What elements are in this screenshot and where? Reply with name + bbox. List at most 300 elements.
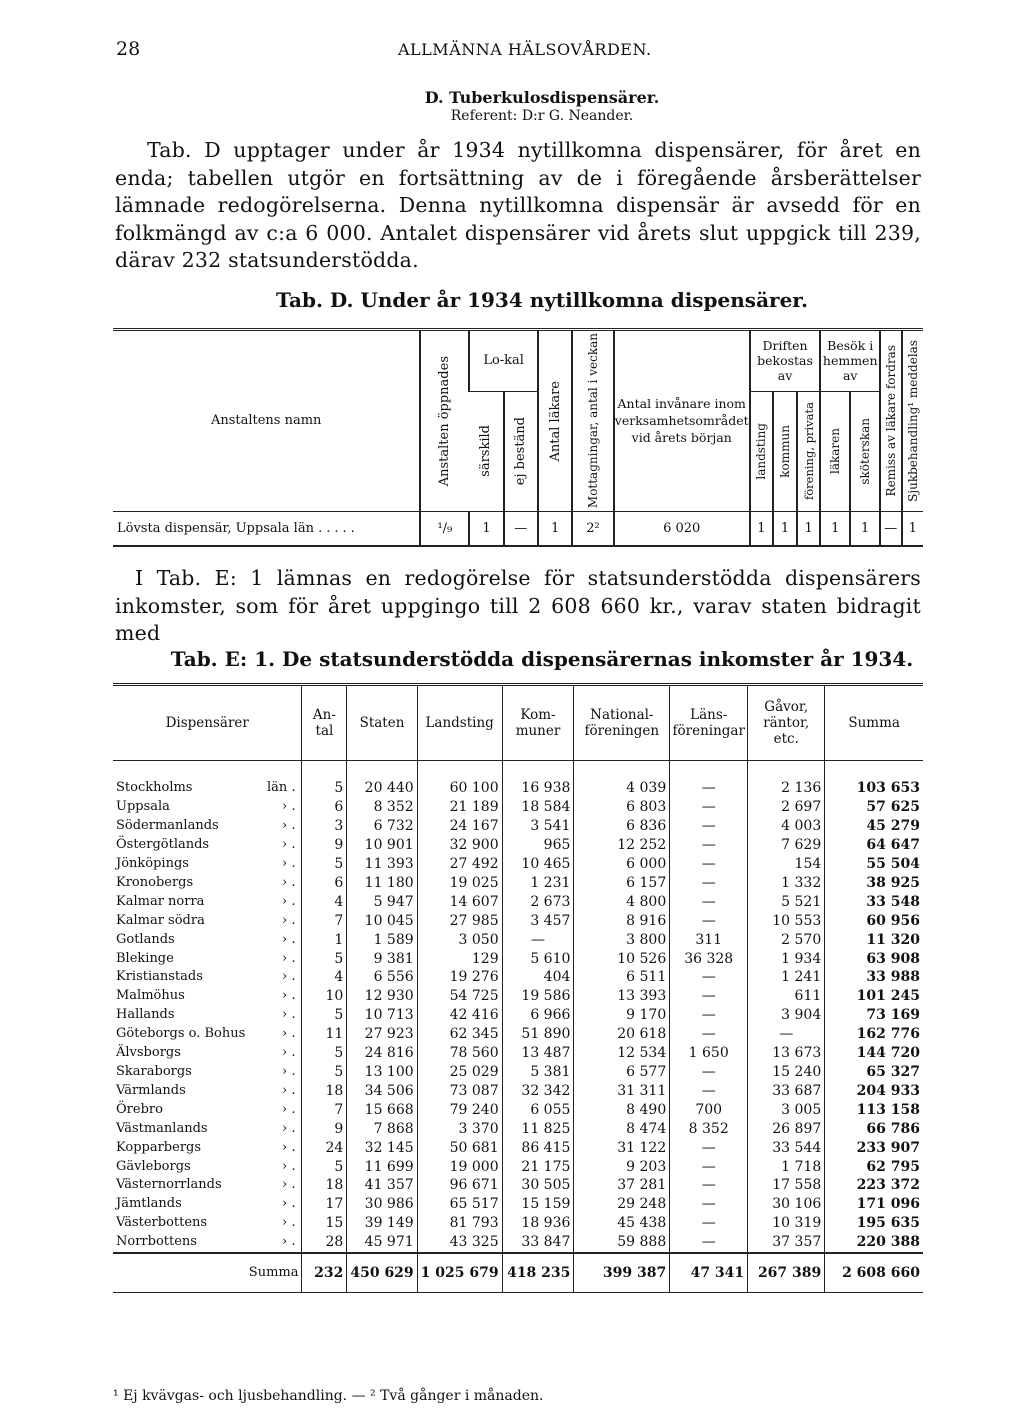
tabE-cell-summa: 63 908 <box>825 950 923 969</box>
tabE-cell-antal: 5 <box>302 1063 347 1082</box>
tabE-cell-gavor: 3 005 <box>748 1101 825 1120</box>
tabD-col-remiss: Remiss av läkare fordras <box>880 331 901 511</box>
tabD-col-lakaren: läkaren <box>820 391 850 511</box>
tabD-title: Tab. D. Under år 1934 nytillkomna dispensärer. <box>276 288 808 312</box>
tabE-cell-national: 4 800 <box>574 893 670 912</box>
tabE-cell-staten: 12 930 <box>347 987 417 1006</box>
tabE-sum-landsting: 1 025 679 <box>417 1253 502 1292</box>
tabE-col-dispensarer: Dispensärer <box>113 686 302 760</box>
tabE-cell-kommuner: 2 673 <box>502 893 574 912</box>
tabE-cell-gavor: 10 319 <box>748 1214 825 1233</box>
tabD-col-ej-bestand: ej beständ <box>504 391 538 511</box>
tabE-cell-summa: 11 320 <box>825 931 923 950</box>
tabE-cell-summa: 38 925 <box>825 874 923 893</box>
tabE-col-landsting: Landsting <box>417 686 502 760</box>
table-row <box>113 1063 923 1082</box>
tabE-cell-landsting: 43 325 <box>417 1233 502 1253</box>
tabE-cell-kommuner: 19 586 <box>502 987 574 1006</box>
tabE-cell-kommuner: 15 159 <box>502 1195 574 1214</box>
tabE-cell-staten: 27 923 <box>347 1025 417 1044</box>
tabE-col-gavor: Gåvor, räntor, etc. <box>748 686 825 760</box>
tabE-cell-national: 9 170 <box>574 1006 670 1025</box>
tabE-cell-summa: 223 372 <box>825 1176 923 1195</box>
tabE-sum-national: 399 387 <box>574 1253 670 1292</box>
tabE-cell-summa: 60 956 <box>825 912 923 931</box>
tabE-cell-summa: 33 988 <box>825 968 923 987</box>
tabE-cell-antal: 5 <box>302 1158 347 1177</box>
tabE-cell-kommuner: 3 541 <box>502 817 574 836</box>
tabE-cell-kommuner: 10 465 <box>502 855 574 874</box>
tabE-col-staten: Staten <box>347 686 417 760</box>
tabE-row-label: Gävleborgs › . <box>116 1158 296 1174</box>
tabE-cell-staten: 15 668 <box>347 1101 417 1120</box>
tabE-cell-antal: 6 <box>302 798 347 817</box>
tabE-cell-staten: 11 393 <box>347 855 417 874</box>
table-row <box>113 968 923 987</box>
tabE-cell-antal: 9 <box>302 1120 347 1139</box>
tabE-cell-gavor: 2 136 <box>748 779 825 798</box>
tabE-cell-antal: 9 <box>302 836 347 855</box>
tabE-cell-national: 6 803 <box>574 798 670 817</box>
tabE-cell-national: 4 039 <box>574 779 670 798</box>
tabE-container <box>113 683 923 1293</box>
tabE-cell-summa: 162 776 <box>825 1025 923 1044</box>
tabE-cell-summa: 103 653 <box>825 779 923 798</box>
tabD-col-invanare: Antal invånare inom verksamhetsområdet vid årets början <box>614 331 750 511</box>
tabE-cell-landsting: 50 681 <box>417 1139 502 1158</box>
tabE-row-label: Örebro › . <box>116 1101 296 1117</box>
tabE-cell-lans: 1 650 <box>670 1044 748 1063</box>
tabE-cell-kommuner: 32 342 <box>502 1082 574 1101</box>
tabE-row-label: Gotlands › . <box>116 931 296 947</box>
tabD-table <box>113 331 923 545</box>
tabE-cell-summa: 55 504 <box>825 855 923 874</box>
tabE-cell-staten: 11 180 <box>347 874 417 893</box>
tabE-cell-national: 59 888 <box>574 1233 670 1253</box>
tabD-row <box>113 511 923 545</box>
tabE-col-summa: Summa <box>825 686 923 760</box>
tabE-cell-lans: — <box>670 1214 748 1233</box>
tabE-sum-kommuner: 418 235 <box>502 1253 574 1292</box>
tabE-cell-kommuner: 21 175 <box>502 1158 574 1177</box>
tabD-row-ej-bestand: — <box>504 511 538 545</box>
table-row <box>113 855 923 874</box>
tabD-col-landsting: landsting <box>750 391 774 511</box>
tabE-row-label: Västernorrlands › . <box>116 1177 296 1193</box>
tabE-cell-kommuner: 6 055 <box>502 1101 574 1120</box>
tabD-col-sjukbeh: Sjukbehandling¹ meddelas <box>902 331 923 511</box>
tabE-cell-summa: 113 158 <box>825 1101 923 1120</box>
tabE-cell-antal: 28 <box>302 1233 347 1253</box>
tabE-cell-staten: 6 732 <box>347 817 417 836</box>
tabE-cell-gavor: 5 521 <box>748 893 825 912</box>
table-row <box>113 1158 923 1177</box>
tabE-cell-lans: — <box>670 1063 748 1082</box>
tabE-cell-lans: — <box>670 1176 748 1195</box>
tabE-cell-staten: 9 381 <box>347 950 417 969</box>
tabE-cell-summa: 73 169 <box>825 1006 923 1025</box>
tabE-cell-landsting: 32 900 <box>417 836 502 855</box>
tabE-cell-antal: 17 <box>302 1195 347 1214</box>
table-row <box>113 1006 923 1025</box>
tabE-cell-gavor: 4 003 <box>748 817 825 836</box>
tabE-cell-gavor: 2 570 <box>748 931 825 950</box>
tabE-cell-antal: 3 <box>302 817 347 836</box>
tabE-cell-lans: — <box>670 987 748 1006</box>
tabD-row-kommun: 1 <box>773 511 797 545</box>
tabE-cell-landsting: 79 240 <box>417 1101 502 1120</box>
tabE-title: Tab. E: 1. De statsunderstödda dispensärernas inkomster år 1934. <box>170 647 914 671</box>
footnote: ¹ Ej kvävgas- och ljusbehandling. — ² Två gånger i månaden. <box>113 1388 544 1404</box>
tabD-row-name: Lövsta dispensär, Uppsala län ..... <box>117 520 359 536</box>
tabE-cell-gavor: 7 629 <box>748 836 825 855</box>
tabE-cell-lans: — <box>670 912 748 931</box>
tabE-cell-staten: 7 868 <box>347 1120 417 1139</box>
tabE-cell-antal: 6 <box>302 874 347 893</box>
tabD-col-opened: Anstalten öppnades <box>420 331 469 511</box>
tabE-cell-antal: 1 <box>302 931 347 950</box>
tabE-cell-lans: — <box>670 817 748 836</box>
tabE-row-label: Hallands › . <box>116 1007 296 1023</box>
tabE-cell-national: 10 526 <box>574 950 670 969</box>
tabE-col-lans: Läns-föreningar <box>670 686 748 760</box>
tabD-col-besok: Besök i hemmen av <box>820 331 880 391</box>
tabE-cell-staten: 6 556 <box>347 968 417 987</box>
tabE-row-label: Södermanlands › . <box>116 818 296 834</box>
tabE-cell-landsting: 25 029 <box>417 1063 502 1082</box>
tabE-cell-lans: 311 <box>670 931 748 950</box>
tabE-row-label: Värmlands › . <box>116 1082 296 1098</box>
tabE-sum-gavor: 267 389 <box>748 1253 825 1292</box>
tabE-row-label: Kalmar norra › . <box>116 893 296 909</box>
tabE-row-label: Kristianstads › . <box>116 969 296 985</box>
page-number: 28 <box>116 38 141 60</box>
tabE-cell-kommuner: 404 <box>502 968 574 987</box>
tabE-cell-gavor: 17 558 <box>748 1176 825 1195</box>
tabE-cell-lans: — <box>670 779 748 798</box>
tabE-cell-staten: 39 149 <box>347 1214 417 1233</box>
tabE-cell-lans: — <box>670 968 748 987</box>
table-row <box>113 931 923 950</box>
tabE-cell-kommuner: 5 381 <box>502 1063 574 1082</box>
table-row <box>113 1120 923 1139</box>
tabD-col-driften: Driften bekostas av <box>750 331 821 391</box>
tabE-cell-gavor: 26 897 <box>748 1120 825 1139</box>
tabE-cell-landsting: 54 725 <box>417 987 502 1006</box>
tabE-cell-gavor: 1 241 <box>748 968 825 987</box>
tabD-col-name: Anstaltens namn <box>210 413 322 429</box>
tabE-cell-landsting: 3 370 <box>417 1120 502 1139</box>
tabE-cell-staten: 5 947 <box>347 893 417 912</box>
tabE-cell-national: 6 000 <box>574 855 670 874</box>
tabE-row-label: Kopparbergs › . <box>116 1139 296 1155</box>
tabE-row-label: Malmöhus › . <box>116 988 296 1004</box>
tabE-cell-landsting: 78 560 <box>417 1044 502 1063</box>
tabD-row-sjukbeh: 1 <box>902 511 923 545</box>
table-row <box>113 1044 923 1063</box>
tabD-row-invanare: 6 020 <box>614 511 750 545</box>
tabE-cell-landsting: 62 345 <box>417 1025 502 1044</box>
tabE-cell-lans: — <box>670 1025 748 1044</box>
tabE-sum-label: Summa <box>113 1253 302 1292</box>
tabE-cell-national: 8 474 <box>574 1120 670 1139</box>
tabE-row-label: Blekinge › . <box>116 950 296 966</box>
table-row <box>113 912 923 931</box>
tabE-cell-national: 31 311 <box>574 1082 670 1101</box>
tabE-cell-gavor: 2 697 <box>748 798 825 817</box>
tabE-row-label: Västmanlands › . <box>116 1120 296 1136</box>
tabE-cell-antal: 5 <box>302 855 347 874</box>
tabE-cell-lans: — <box>670 798 748 817</box>
tabE-cell-landsting: 73 087 <box>417 1082 502 1101</box>
tabE-cell-staten: 10 901 <box>347 836 417 855</box>
tabE-cell-kommuner: 16 938 <box>502 779 574 798</box>
tabE-cell-summa: 66 786 <box>825 1120 923 1139</box>
tabE-cell-national: 6 836 <box>574 817 670 836</box>
tabD-col-sarskild: särskild <box>478 425 494 477</box>
tabE-cell-national: 9 203 <box>574 1158 670 1177</box>
table-row <box>113 779 923 798</box>
tabE-cell-summa: 64 647 <box>825 836 923 855</box>
tabE-cell-gavor: 33 687 <box>748 1082 825 1101</box>
tabE-cell-gavor: 30 106 <box>748 1195 825 1214</box>
tabE-cell-gavor: 13 673 <box>748 1044 825 1063</box>
tabE-cell-lans: — <box>670 1139 748 1158</box>
tabE-cell-summa: 45 279 <box>825 817 923 836</box>
tabE-cell-antal: 5 <box>302 779 347 798</box>
tabE-cell-landsting: 19 025 <box>417 874 502 893</box>
tabE-cell-landsting: 65 517 <box>417 1195 502 1214</box>
tabE-body <box>113 760 923 1292</box>
table-row <box>113 836 923 855</box>
tabE-cell-national: 8 490 <box>574 1101 670 1120</box>
tabD-col-lakare: Antal läkare <box>538 331 572 511</box>
tabE-cell-gavor: 154 <box>748 855 825 874</box>
tabE-cell-national: 8 916 <box>574 912 670 931</box>
table-row <box>113 1139 923 1158</box>
tabE-cell-national: 13 393 <box>574 987 670 1006</box>
tabE-row-label: Skaraborgs › . <box>116 1063 296 1079</box>
tabE-cell-antal: 7 <box>302 1101 347 1120</box>
tabE-cell-antal: 18 <box>302 1176 347 1195</box>
tabE-cell-staten: 32 145 <box>347 1139 417 1158</box>
mid-paragraph: I Tab. E: 1 lämnas en redogörelse för statsunderstödda dispensärers inkomster, som för året uppgingo till 2 608 660 kr., varav staten bidragit med <box>115 566 921 645</box>
tabE-cell-lans: — <box>670 1158 748 1177</box>
tabE-cell-national: 37 281 <box>574 1176 670 1195</box>
tabD-row-opened: ¹/₉ <box>420 511 469 545</box>
tabE-cell-staten: 24 816 <box>347 1044 417 1063</box>
table-row <box>113 987 923 1006</box>
tabE-cell-antal: 7 <box>302 912 347 931</box>
tabE-cell-kommuner: 86 415 <box>502 1139 574 1158</box>
tabD-row-landsting: 1 <box>750 511 774 545</box>
tabE-cell-kommuner: 3 457 <box>502 912 574 931</box>
tabE-cell-kommuner: 965 <box>502 836 574 855</box>
table-row <box>113 1101 923 1120</box>
tabD-col-lokal: Lo-kal <box>469 331 538 391</box>
tabE-row-label: Jämtlands › . <box>116 1196 296 1212</box>
tabE-cell-summa: 233 907 <box>825 1139 923 1158</box>
tabE-cell-kommuner: 18 936 <box>502 1214 574 1233</box>
tabD-row-lakare: 1 <box>538 511 572 545</box>
tabE-cell-landsting: 129 <box>417 950 502 969</box>
tabE-cell-kommuner: 5 610 <box>502 950 574 969</box>
tabE-cell-landsting: 96 671 <box>417 1176 502 1195</box>
tabE-cell-landsting: 24 167 <box>417 817 502 836</box>
tabE-cell-national: 6 511 <box>574 968 670 987</box>
tabE-cell-national: 12 534 <box>574 1044 670 1063</box>
tabE-row-label: Älvsborgs › . <box>116 1045 296 1061</box>
tabD-col-kommun: kommun <box>773 391 797 511</box>
tabE-cell-staten: 45 971 <box>347 1233 417 1253</box>
tabE-row-label: Västerbottens › . <box>116 1215 296 1231</box>
intro-paragraph: Tab. D upptager under år 1934 nytillkomna dispensärer, för året en enda; tabellen utgör en fortsättning av de i föregående årsberättelser lämnade redogörelserna. Denna nytillkomna dispensär är avsedd för en folkmängd av c:a 6 000. Antalet dispensärer vid årets slut uppgick till 239, därav 232 statsunderstödda. <box>115 138 921 272</box>
tabD-row-mottagningar: 2² <box>572 511 614 545</box>
running-title: ALLMÄNNA HÄLSOVÅRDEN. <box>398 40 652 59</box>
tabE-cell-summa: 62 795 <box>825 1158 923 1177</box>
tabE-cell-lans: — <box>670 874 748 893</box>
tabE-cell-national: 6 157 <box>574 874 670 893</box>
tabE-cell-antal: 5 <box>302 1044 347 1063</box>
tabE-row-label: Uppsala › . <box>116 799 296 815</box>
tabE-cell-gavor: 1 718 <box>748 1158 825 1177</box>
tabE-table <box>113 686 923 1292</box>
tabE-cell-national: 12 252 <box>574 836 670 855</box>
tabE-cell-lans: — <box>670 855 748 874</box>
section-title: D. Tuberkulosdispensärer. <box>424 88 660 107</box>
tabE-cell-staten: 13 100 <box>347 1063 417 1082</box>
tabE-cell-kommuner: 33 847 <box>502 1233 574 1253</box>
tabD-col-mottagningar: Mottagningar, antal i veckan <box>572 331 614 511</box>
tabE-cell-lans: — <box>670 1006 748 1025</box>
tabE-row-label: Kalmar södra › . <box>116 912 296 928</box>
tabE-cell-landsting: 3 050 <box>417 931 502 950</box>
tabE-cell-lans: 700 <box>670 1101 748 1120</box>
tabE-cell-staten: 34 506 <box>347 1082 417 1101</box>
tabD-row-lakaren: 1 <box>820 511 850 545</box>
tabE-cell-antal: 18 <box>302 1082 347 1101</box>
tabE-cell-national: 45 438 <box>574 1214 670 1233</box>
tabE-cell-summa: 220 388 <box>825 1233 923 1253</box>
tabE-cell-gavor: 611 <box>748 987 825 1006</box>
tabE-cell-lans: — <box>670 836 748 855</box>
tabE-cell-antal: 24 <box>302 1139 347 1158</box>
tabE-col-antal: An-tal <box>302 686 347 760</box>
tabE-cell-staten: 1 589 <box>347 931 417 950</box>
tabE-cell-landsting: 14 607 <box>417 893 502 912</box>
table-row <box>113 1176 923 1195</box>
tabE-row-label: Kronobergs › . <box>116 874 296 890</box>
tabD-col-skoterskan: sköterskan <box>850 391 880 511</box>
tabE-cell-kommuner: 11 825 <box>502 1120 574 1139</box>
section-referent: Referent: D:r G. Neander. <box>450 108 634 124</box>
tabE-row-label: Östergötlands › . <box>116 837 296 853</box>
tabD-col-forening: förening, privata <box>797 391 821 511</box>
tabE-sum-lans: 47 341 <box>670 1253 748 1292</box>
tabE-sum-summa: 2 608 660 <box>825 1253 923 1292</box>
tabE-cell-antal: 4 <box>302 968 347 987</box>
tabE-cell-antal: 10 <box>302 987 347 1006</box>
tabE-cell-kommuner: — <box>502 931 574 950</box>
tabD-row-skoterskan: 1 <box>850 511 880 545</box>
tabE-cell-landsting: 27 492 <box>417 855 502 874</box>
tabE-cell-summa: 57 625 <box>825 798 923 817</box>
tabE-cell-staten: 8 352 <box>347 798 417 817</box>
tabE-cell-kommuner: 13 487 <box>502 1044 574 1063</box>
tabE-cell-gavor: 37 357 <box>748 1233 825 1253</box>
tabE-cell-kommuner: 51 890 <box>502 1025 574 1044</box>
tabE-cell-antal: 5 <box>302 1006 347 1025</box>
tabE-cell-gavor: — <box>748 1025 825 1044</box>
tabE-cell-gavor: 3 904 <box>748 1006 825 1025</box>
tabE-col-kommuner: Kom-muner <box>502 686 574 760</box>
table-row <box>113 1082 923 1101</box>
tabE-cell-summa: 65 327 <box>825 1063 923 1082</box>
tabE-cell-antal: 15 <box>302 1214 347 1233</box>
tabE-cell-landsting: 21 189 <box>417 798 502 817</box>
tabE-cell-antal: 11 <box>302 1025 347 1044</box>
tabE-cell-staten: 10 045 <box>347 912 417 931</box>
tabE-cell-national: 31 122 <box>574 1139 670 1158</box>
tabE-cell-kommuner: 18 584 <box>502 798 574 817</box>
tabE-cell-antal: 5 <box>302 950 347 969</box>
tabE-cell-kommuner: 1 231 <box>502 874 574 893</box>
tabE-row-label: Stockholms län . <box>116 780 296 796</box>
tabE-cell-lans: — <box>670 1233 748 1253</box>
tabE-cell-landsting: 60 100 <box>417 779 502 798</box>
tabE-cell-gavor: 1 332 <box>748 874 825 893</box>
tabE-row-label: Norrbottens › . <box>116 1234 296 1250</box>
tabE-cell-lans: 36 328 <box>670 950 748 969</box>
tabE-cell-gavor: 10 553 <box>748 912 825 931</box>
tabE-cell-gavor: 1 934 <box>748 950 825 969</box>
table-row <box>113 798 923 817</box>
tabE-cell-lans: — <box>670 1195 748 1214</box>
table-row <box>113 1195 923 1214</box>
tabE-cell-summa: 204 933 <box>825 1082 923 1101</box>
tabE-cell-summa: 101 245 <box>825 987 923 1006</box>
tabE-cell-national: 6 577 <box>574 1063 670 1082</box>
tabE-cell-landsting: 81 793 <box>417 1214 502 1233</box>
tabE-row-label: Göteborgs o. Bohus › . <box>116 1026 296 1042</box>
tabE-cell-summa: 171 096 <box>825 1195 923 1214</box>
tabE-cell-national: 20 618 <box>574 1025 670 1044</box>
tabE-cell-staten: 30 986 <box>347 1195 417 1214</box>
tabE-cell-gavor: 33 544 <box>748 1139 825 1158</box>
tabE-col-national: National-föreningen <box>574 686 670 760</box>
tabE-sum-antal: 232 <box>302 1253 347 1292</box>
table-row <box>113 1025 923 1044</box>
tabE-cell-staten: 20 440 <box>347 779 417 798</box>
tabE-header-row <box>113 686 923 760</box>
tabE-cell-kommuner: 6 966 <box>502 1006 574 1025</box>
tabE-cell-staten: 11 699 <box>347 1158 417 1177</box>
tabE-sum-staten: 450 629 <box>347 1253 417 1292</box>
tabE-cell-landsting: 42 416 <box>417 1006 502 1025</box>
tabE-cell-national: 29 248 <box>574 1195 670 1214</box>
tabE-cell-national: 3 800 <box>574 931 670 950</box>
tabE-cell-kommuner: 30 505 <box>502 1176 574 1195</box>
table-row <box>113 874 923 893</box>
table-row <box>113 1233 923 1253</box>
tabD-row-remiss: — <box>880 511 901 545</box>
tabD-container <box>113 328 923 547</box>
tabE-cell-landsting: 27 985 <box>417 912 502 931</box>
tabE-cell-summa: 144 720 <box>825 1044 923 1063</box>
tabE-cell-staten: 10 713 <box>347 1006 417 1025</box>
tabE-sum-row <box>113 1253 923 1292</box>
tabE-cell-landsting: 19 276 <box>417 968 502 987</box>
